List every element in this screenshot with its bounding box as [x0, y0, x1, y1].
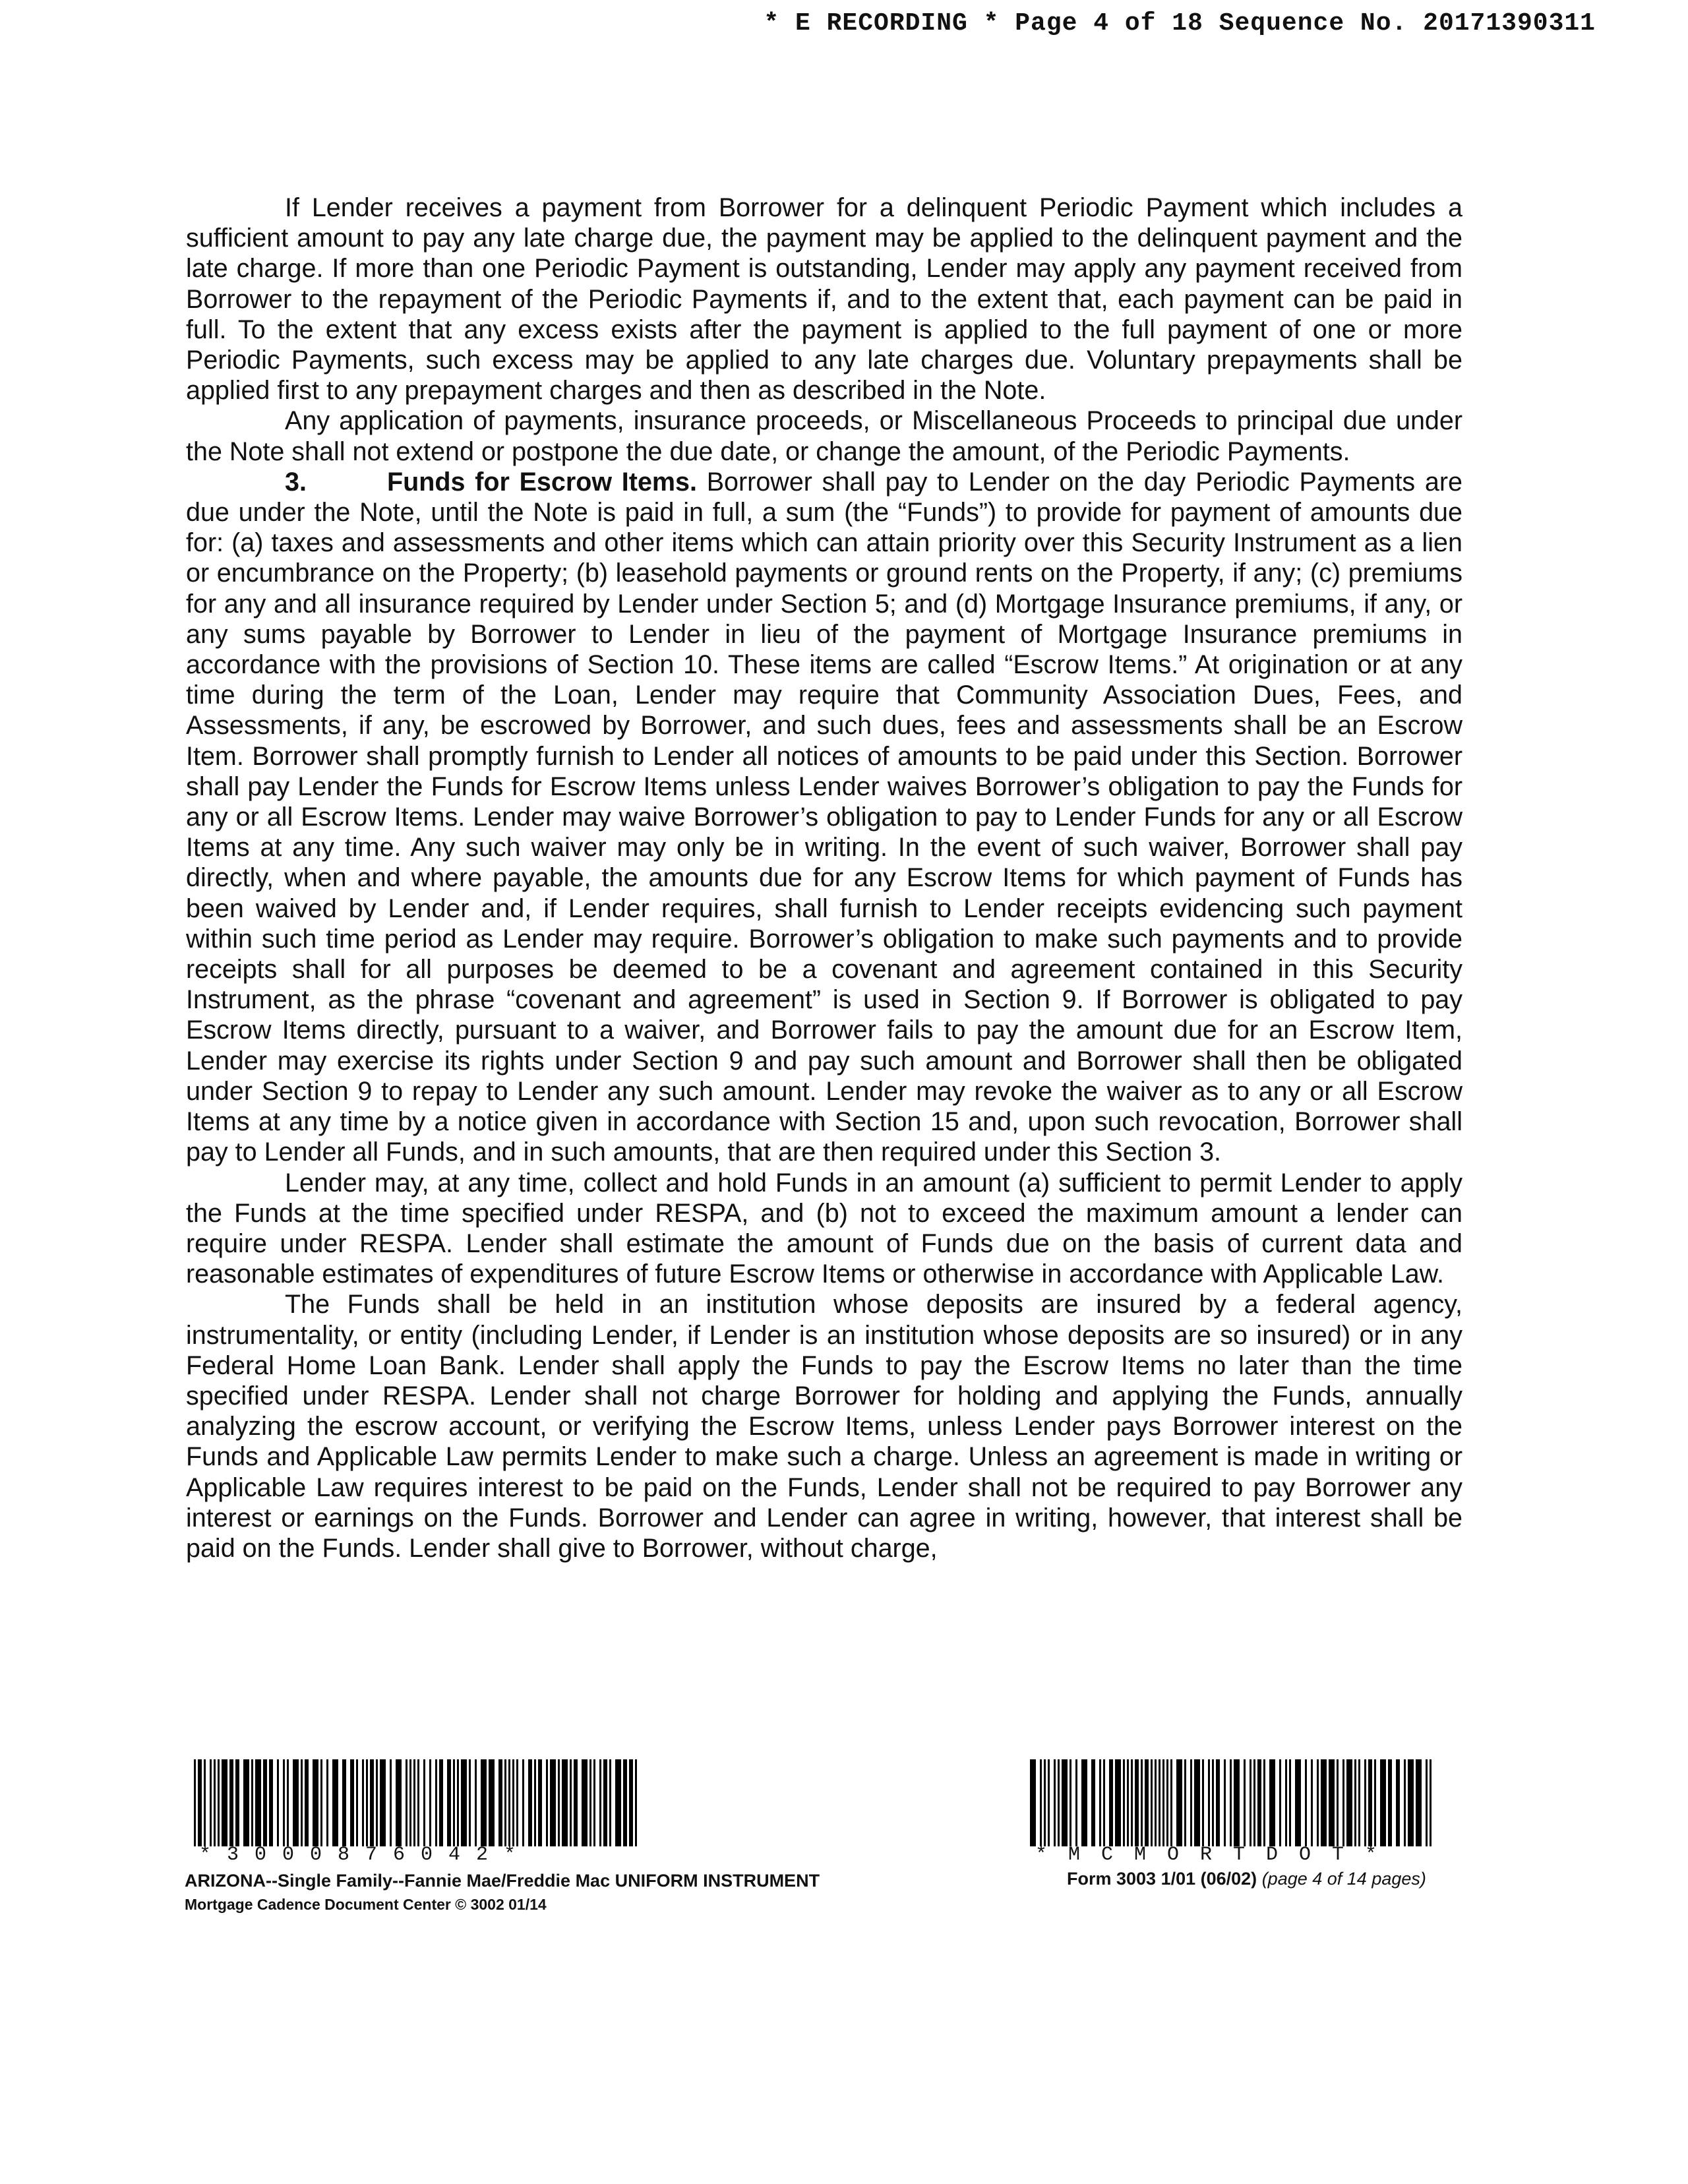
- section-title: Funds for Escrow Items.: [387, 467, 697, 497]
- barcode-right-text: *MCMORTDOT*: [1035, 1844, 1399, 1866]
- barcode-right-bars: [1029, 1759, 1437, 1846]
- barcode-left-bars: [193, 1759, 641, 1846]
- footer-document-center: Mortgage Cadence Document Center © 3002 01/14: [185, 1896, 547, 1913]
- recording-stamp: * E RECORDING * Page 4 of 18 Sequence No. 20171390311: [764, 9, 1596, 38]
- paragraph-funds-held: The Funds shall be held in an institution whose deposits are insured by a federal agency, instrumentality, or entity (including Lender, if Lender is an institution whose deposits are so insured) or in any Federal Home Loan Bank. Lender shall apply the Funds to pay the Escrow Items no later than the time specified under RESPA. Lender shall not charge Borrower for holding and applying the Funds, annually analyzing the escrow account, or verifying the Escrow Items, unless Lender pays Borrower interest on the Funds and Applicable Law permits Lender to make such a charge. Unless an agreement is made in writing or Applicable Law requires interest to be paid on the Funds, Lender shall not be required to pay Borrower any interest or earnings on the Funds. Borrower and Lender can agree in writing, however, that interest shall be paid on the Funds. Lender shall give to Borrower, without charge,: [186, 1290, 1462, 1563]
- barcode-left-text: *3000876042*: [199, 1844, 532, 1866]
- barcode-form-code: [1029, 1759, 1437, 1866]
- footer-form-info: [1067, 1869, 1426, 1889]
- paragraph-late-payment: If Lender receives a payment from Borrower for a delinquent Periodic Payment which includes a sufficient amount to pay any late charge due, the payment may be applied to the delinquent payment and the late charge. If more than one Periodic Payment is outstanding, Lender may apply any payment received from Borrower to the repayment of the Periodic Payments if, and to the extent that, each payment can be paid in full. To the extent that any excess exists after the payment is applied to the full payment of one or more Periodic Payments, such excess may be applied to any late charges due. Voluntary prepayments shall be applied first to any prepayment charges and then as described in the Note.: [186, 193, 1462, 406]
- paragraph-collect-funds: Lender may, at any time, collect and hold Funds in an amount (a) sufficient to permit Lender to apply the Funds at the time specified under RESPA, and (b) not to exceed the maximum amount a lender can require under RESPA. Lender shall estimate the amount of Funds due on the basis of current data and reasonable estimates of expenditures of future Escrow Items or otherwise in accordance with Applicable Law.: [186, 1168, 1462, 1289]
- section-text: Borrower shall pay to Lender on the day Periodic Payments are due under the Note, until the Note is paid in full, a sum (the “Funds”) to provide for payment of amounts due for: (a) taxes and assessments and other items which can attain priority over this Security Instrument as a lien or encumbrance on the Property; (b) leasehold payments or ground rents on the Property, if any; (c) premiums for any and all insurance required by Lender under Section 5; and (d) Mortgage Insurance premiums, if any, or any sums payable by Borrower to Lender in lieu of the payment of Mortgage Insurance premiums in accordance with the provisions of Section 10. These items are called “Escrow Items.” At origination or at any time during the term of the Loan, Lender may require that Community Association Dues, Fees, and Assessments, if any, be escrowed by Borrower, and such dues, fees and assessments shall be an Escrow Item. Borrower shall promptly furnish to Lender all notices of amounts to be paid under this Section. Borrower shall pay Lender the Funds for Escrow Items unless Lender waives Borrower’s obligation to pay the Funds for any or all Escrow Items. Lender may waive Borrower’s obligation to pay to Lender Funds for any or all Escrow Items at any time. Any such waiver may only be in writing. In the event of such waiver, Borrower shall pay directly, when and where payable, the amounts due for any Escrow Items for which payment of Funds has been waived by Lender and, if Lender requires, shall furnish to Lender receipts evidencing such payment within such time period as Lender may require. Borrower’s obligation to make such payments and to provide receipts shall for all purposes be deemed to be a covenant and agreement contained in this Security Instrument, as the phrase “covenant and agreement” is used in Section 9. If Borrower is obligated to pay Escrow Items directly, pursuant to a waiver, and Borrower fails to pay the amount due for an Escrow Item, Lender may exercise its rights under Section 9 and pay such amount and Borrower shall then be obligated under Section 9 to repay to Lender any such amount. Lender may revoke the waiver as to any or all Escrow Items at any time by a notice given in accordance with Section 15 and, upon such revocation, Borrower shall pay to Lender all Funds, and in such amounts, that are then required under this Section 3.: [186, 467, 1462, 1167]
- footer-page-count: (page 4 of 14 pages): [1261, 1869, 1426, 1889]
- paragraph-application-of-payments: Any application of payments, insurance proceeds, or Miscellaneous Proceeds to principal due under the Note shall not extend or postpone the due date, or change the amount, of the Periodic Payments.: [186, 406, 1462, 466]
- barcode-loan-number: [193, 1759, 641, 1866]
- footer-form-number: Form 3003 1/01 (06/02): [1067, 1869, 1257, 1889]
- footer-instrument-info: [185, 1869, 820, 1916]
- section-number: 3.: [285, 467, 307, 497]
- document-body: [186, 193, 1462, 1563]
- section-3-funds-for-escrow: [186, 467, 1462, 1168]
- footer-instrument-title: ARIZONA--Single Family--Fannie Mae/Freddie Mac UNIFORM INSTRUMENT: [185, 1871, 820, 1891]
